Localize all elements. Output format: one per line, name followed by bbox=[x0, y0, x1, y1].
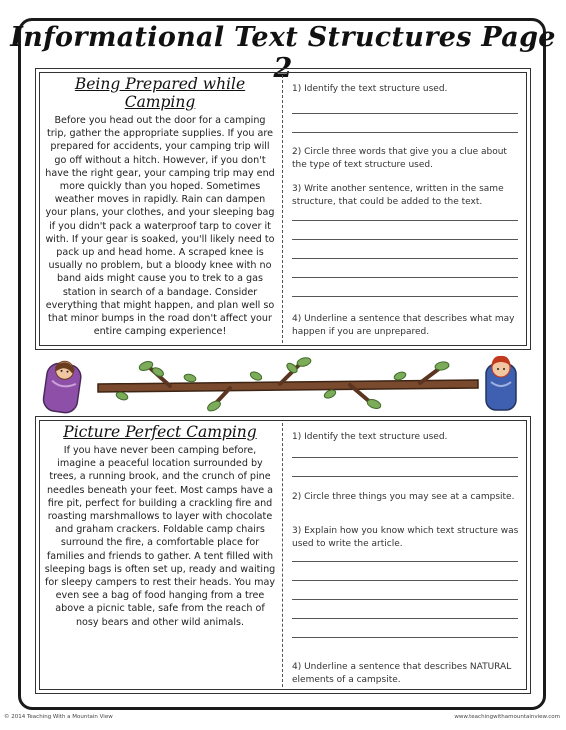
passage-title: Picture Perfect Camping bbox=[63, 423, 257, 441]
answer-line[interactable] bbox=[292, 239, 518, 240]
answer-line[interactable] bbox=[292, 220, 518, 221]
answer-line[interactable] bbox=[292, 476, 518, 477]
sleeping-bag-blue-icon bbox=[486, 356, 516, 410]
question-2: 2) Circle three words that give you a clue about the type of text structure used. bbox=[292, 147, 507, 170]
passage-text: If you have never been camping before, imagine a peaceful location surrounded by trees, a running brook, and the crunch of pine needles beneath your feet. Most camps have a fire pit, perfect for building a crackling fire and roasting marshmallows to layer with chocolate and graham crackers. Foldable camp chairs surround the fire, a comfortable place for families and friends to gather. A tent filled with sleeping bags is often set up, ready and waiting for sleepy campers to rest their heads. You may even see a bag of food hanging from a tree above a picnic table, safe from the reach of nosy bears and other wild animals. bbox=[44, 445, 276, 628]
answer-line[interactable] bbox=[292, 113, 518, 114]
answer-line[interactable] bbox=[292, 296, 518, 297]
question-2: 2) Circle three things you may see at a campsite. bbox=[292, 492, 515, 502]
section-being-prepared bbox=[35, 68, 531, 350]
passage-text: Before you head out the door for a camping trip, gather the appropriate supplies. If you are prepared for accidents, your camping trip will go off without a hitch. However, if you don't have the right gear, your camping trip may end more quickly than you hoped. Sometimes weather moves in rapidly. Rain can dampen your plans, your clothes, and your sleeping bag if you didn't pack a waterproof tarp to cover it with. If your gear is soaked, you'll likely need to pack up and head home. A scraped knee is usually no problem, but a bloody knee with no band aids might cause you to trek to a gas station in search of a bandage. Consider everything that might happen, and plan well so that minor bumps in the road don't affect your entire camping experience! bbox=[45, 115, 275, 338]
question-4: 4) Underline a sentence that describes NATURAL elements of a campsite. bbox=[292, 662, 512, 685]
answer-line[interactable] bbox=[292, 599, 518, 600]
column-divider bbox=[282, 423, 283, 687]
answer-line[interactable] bbox=[292, 132, 518, 133]
camping-decoration bbox=[30, 350, 534, 416]
answer-line[interactable] bbox=[292, 637, 518, 638]
section-picture-perfect bbox=[35, 416, 531, 694]
question-1: 1) Identify the text structure used. bbox=[292, 84, 448, 94]
footer-copyright: © 2014 Teaching With a Mountain View bbox=[4, 714, 113, 720]
answer-line[interactable] bbox=[292, 580, 518, 581]
page-title: Informational Text Structures Page 2 bbox=[10, 22, 556, 84]
answer-line[interactable] bbox=[292, 277, 518, 278]
answer-line[interactable] bbox=[292, 457, 518, 458]
question-1: 1) Identify the text structure used. bbox=[292, 432, 448, 442]
answer-line[interactable] bbox=[292, 561, 518, 562]
question-4: 4) Underline a sentence that describes what may happen if you are unprepared. bbox=[292, 314, 515, 337]
passage-title: Being Prepared while Camping bbox=[74, 75, 246, 111]
footer-website: www.teachingwithamountainview.com bbox=[454, 714, 560, 720]
question-3: 3) Write another sentence, written in the same structure, that could be added to the text. bbox=[292, 184, 504, 207]
sleeping-bag-purple-icon bbox=[42, 359, 83, 414]
tree-branch-icon bbox=[98, 356, 478, 413]
column-divider bbox=[282, 75, 283, 343]
passage bbox=[44, 423, 276, 629]
passage bbox=[44, 75, 276, 338]
answer-line[interactable] bbox=[292, 618, 518, 619]
question-3: 3) Explain how you know which text structure was used to write the article. bbox=[292, 526, 519, 549]
answer-line[interactable] bbox=[292, 258, 518, 259]
